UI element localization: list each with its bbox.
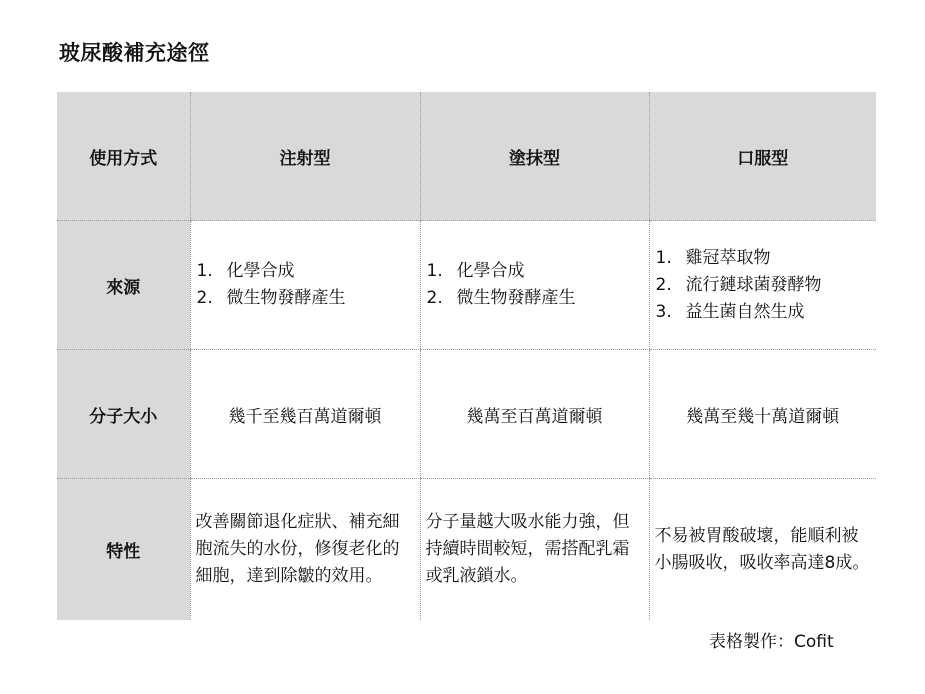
cell-feature-topical: 分子量越大吸水能力強，但持續時間較短，需搭配乳霜或乳液鎖水。	[420, 479, 649, 621]
table-header-row	[57, 92, 876, 221]
hyaluronic-acid-table	[57, 92, 876, 620]
header-injection: 注射型	[190, 92, 420, 221]
source-list	[421, 258, 649, 312]
table-row-features	[57, 479, 876, 621]
cell-feature-oral: 不易被胃酸破壞，能順利被小腸吸收，吸收率高達8成。	[649, 479, 876, 621]
page-title: 玻尿酸補充途徑	[59, 41, 210, 65]
cell-size-oral: 幾萬至幾十萬道爾頓	[649, 350, 876, 479]
list-item: 2. 微生物發酵產生	[426, 288, 576, 308]
cell-source-injection	[190, 221, 420, 350]
source-list	[191, 258, 420, 312]
cell-source-oral	[649, 221, 876, 350]
row-label-source: 來源	[57, 221, 190, 350]
table-row-source	[57, 221, 876, 350]
cell-feature-injection: 改善關節退化症狀、補充細胞流失的水份，修復老化的細胞，達到除皺的效用。	[190, 479, 420, 621]
list-item: 1. 雞冠萃取物	[655, 247, 771, 268]
list-item: 3. 益生菌自然生成	[655, 301, 805, 322]
cell-source-topical	[420, 221, 649, 350]
list-item: 2. 流行鏈球菌發酵物	[655, 274, 822, 295]
cell-size-injection: 幾千至幾百萬道爾頓	[190, 350, 420, 479]
header-oral: 口服型	[649, 92, 876, 221]
table-row-molecular-size	[57, 350, 876, 479]
row-label-features: 特性	[57, 479, 190, 621]
source-list	[650, 245, 877, 326]
list-item: 1. 化學合成	[196, 261, 295, 281]
table-credit: 表格製作：Cofit	[709, 632, 834, 652]
list-item: 2. 微生物發酵產生	[196, 288, 346, 308]
row-label-molecular-size: 分子大小	[57, 350, 190, 479]
cell-size-topical: 幾萬至百萬道爾頓	[420, 350, 649, 479]
list-item: 1. 化學合成	[426, 261, 525, 281]
header-usage: 使用方式	[57, 92, 190, 221]
header-topical: 塗抹型	[420, 92, 649, 221]
